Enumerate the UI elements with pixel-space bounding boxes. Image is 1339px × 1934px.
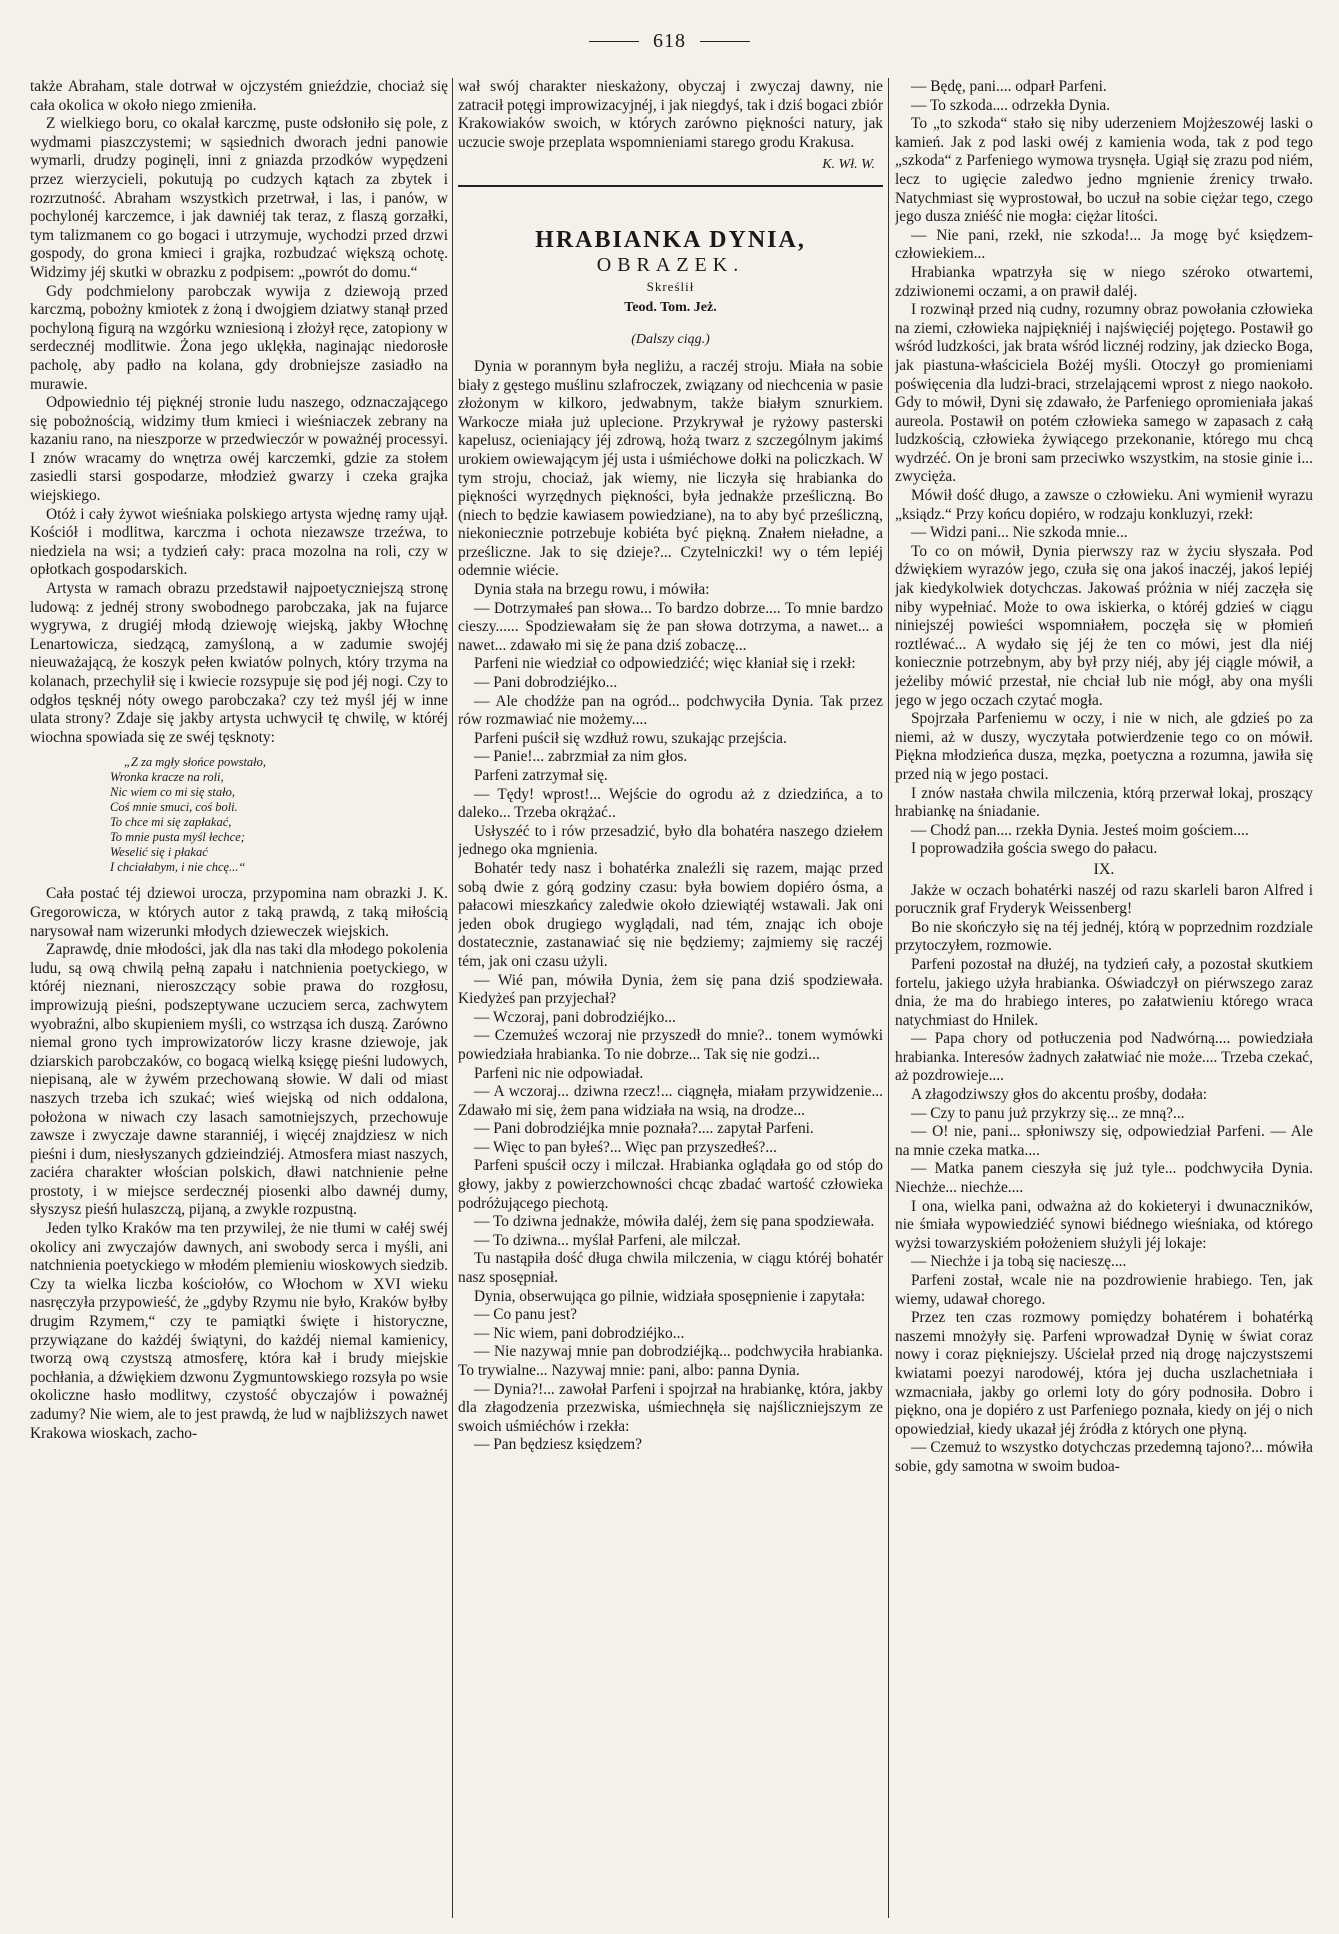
story-title: HRABIANKA DYNIA, bbox=[535, 226, 806, 253]
header-rule-right bbox=[700, 41, 750, 42]
byline-label: Skreślił bbox=[646, 279, 695, 295]
column-2 bbox=[458, 78, 883, 1918]
paragraph: Parfeni nic nie odpowiadał. bbox=[474, 1064, 644, 1082]
poem-line: „Z za mgły słońce powstało, bbox=[124, 755, 267, 770]
paragraph: — O! nie, pani... spłoniwszy się, odpowiedział Parfeni. — Ale na mnie czeka matka.... bbox=[895, 1123, 1313, 1159]
paragraph: Parfeni puścił się wzdłuż rowu, szukając przejścia. bbox=[474, 729, 787, 747]
paragraph: — Ale chodźże pan na ogród... podchwyciła Dynia. Tak przez rów rozmawiać nie możemy.... bbox=[458, 692, 883, 729]
paragraph: — Papa chory od potłuczenia pod Nadwórną.... powiedziała hrabianka. Interesów żadnych załatwiać nie może.... Trzeba czekać, aż pozdrowieje.... bbox=[895, 1030, 1313, 1085]
paragraph: — Więc to pan byłeś?... Więc pan przyszedłeś?... bbox=[474, 1138, 777, 1156]
paragraph: I poprowadziła gościa swego do pałacu. bbox=[911, 840, 1158, 858]
paragraph: Odpowiednio téj pięknéj stronie ludu naszego, odznaczającego się pobożnością, widzimy tłum kmieci i wieśniaczek zebrany na kazaniu rano, na nieszporze w przedwieczór w poważnéj processyi. I znów wracamy do wnętrza owéj karczemki, gdzie za stołem zasiedli starsi gospodarze, młodzież gwarzy i czeka grajka wiejskiego. bbox=[30, 394, 448, 505]
paragraph: Zaprawdę, dnie młodości, jak dla nas taki dla młodego pokolenia ludu, są ową chwilą pełną zapału i natchnienia poetyckiego, w któréj nieznani, nieroszczący sobie prawa do rozgłosu, improwizują pieśni, podszeptywane uczuciem serca, zachwytem wyobraźni, albo skupieniem myśli, co wstrząsa ich duszą. Zarówno niemal grono tych improwizatorów liczy krasne dziewoje, jak dziarskich parobczaków, co bogacą wielką księgę pieśni ludowych, niepisaną, ale w żywém przechowaną słowie. W dali od miast naszych trzeba ich szukać; wieś wiejską od nich oddalona, położona w niwach czy lasach samotniejszych, przechowuje zawsze i zwyczaje dawne staranniéj, i więcéj znajdziesz w nich pieśni i dum, niesłyszanych gdzieindziéj. Atmosfera miast naszych, zaciéra charakter włościan polskich, dławi natchnienie pełne prostoty, i w miejsce serdecznéj piosenki albo dawnéj dumy, słyszysz pieśń hulaszczą, pijaną, a zwykle rozpustną. bbox=[30, 941, 448, 1219]
paragraph: Parfeni zatrzymał się. bbox=[474, 767, 608, 784]
column-divider-right bbox=[888, 78, 889, 1918]
poem-line: To mnie pusta myśl łechce; bbox=[110, 830, 245, 845]
paragraph: Jakże w oczach bohatérki naszéj od razu skarleli baron Alfred i porucznik graf Fryderyk Weissenberg! bbox=[895, 881, 1313, 918]
paragraph: Dynia w porannym była negliżu, a raczéj stroju. Miała na sobie biały z gęstego muślinu szlafroczek, związany od niechcenia w pasie złożonym w kilkoro, jedwabnym, także białym sznurkiem. Warkocze miała już uplecione. Przykrywał je ryżowy pasterski kapelusz, ocieniający jéj zdrową, hożą twarz z szczególnym jakimś urokiem owiewającym jéj usta i uśmiéchowe dołki na policzkach. W tym stroju, chociaż, jak wiemy, nie liczyła się hrabianka do piękności wyrzędnych piękności, była jednakże prześliczną. Bo (niech to będzie kawiasem powiedziane), na to aby być prześliczną, niekoniecznie potrzebuje kobiéta być piękną. Znałem nieładne, a prześliczne. Jak to się dzieje?... Czytelniczki! wy o tém lepiéj odemnie wiécie. bbox=[458, 357, 883, 580]
column-3 bbox=[895, 78, 1313, 1918]
paragraph: — Tędy! wprost!... Wejście do ogrodu aż z dziedzińca, a to daleko... Trzeba okrążać.. bbox=[458, 785, 883, 822]
paragraph: — Nie pani, rzekł, nie szkoda!... Ja mogę być księdzem-człowiekiem... bbox=[895, 226, 1313, 263]
paragraph: — Niechże i ja tobą się nacieszę.... bbox=[911, 1253, 1127, 1271]
paragraph: — To szkoda.... odrzekła Dynia. bbox=[911, 96, 1111, 114]
paragraph: A złagodziwszy głos do akcentu prośby, dodała: bbox=[911, 1086, 1208, 1104]
paragraph: — Pan będziesz księdzem? bbox=[474, 1436, 642, 1454]
paragraph: Parfeni spuścił oczy i milczał. Hrabianka oglądała go od stóp do głowy, jakby z powierzchowności chcąc zbadać wartość człowieka podróżującego piechotą. bbox=[458, 1157, 883, 1212]
paragraph: — Czemużeś wczoraj nie przyszedł do mnie?.. tonem wymówki powiedziała hrabianka. To nie dobrze... Tak się nie godzi... bbox=[458, 1027, 883, 1063]
paragraph: Parfeni pozostał na dłużéj, na tydzień cały, a pozostał skutkiem fortelu, jakiego użyła hrabianka. Oświadczył on piérwszego zaraz dnia, że ma do hrabiego interes, po załatwieniu którego wraca natychmiast do Hnilek. bbox=[895, 955, 1313, 1029]
paragraph: — Będę, pani.... odparł Parfeni. bbox=[911, 78, 1107, 95]
paragraph: — Chodź pan.... rzekła Dynia. Jesteś moim gościem.... bbox=[911, 821, 1249, 839]
paragraph: — A wczoraj... dziwna rzecz!... ciągnęła, miałam przywidzenie... Zdawało mi się, żem pana widziała na wsią, na drodze... bbox=[458, 1083, 883, 1119]
paragraph: To co on mówił, Dynia pierwszy raz w życiu słyszała. Pod dźwiękiem wyrazów jego, czuła się ona jakoś inaczéj, jakoś lepiéj jak kiedykolwiek dotychczas. Jakowaś próżnia w niéj zaczęła się niby wypełniać. Może to owa iskierka, o któréj gdzieś w ciągu niniejszéj powieści wspomniałem, poczęła się w płomień roztléwać... A wydało się jéj że ten co mówi, jest dla niéj koniecznie potrzebnym, aby był przy niéj, aby jéj ciągle mówił, a jeżeliby mówić przestał, nie chciał lub nie mógł, aby ona myśli jego w jego oczach czytać mogła. bbox=[895, 542, 1313, 709]
poem-line: To chce mi się zapłakać, bbox=[110, 815, 232, 830]
paragraph: wał swój charakter nieskażony, obyczaj i zwyczaj dawny, nie zatracił potęgi improwizacyjnéj, i jak niegdyś, tak i dziś bogaci zbiór Krakowiaków swoich, w których zarówno piękności natury, jak uczucie swoje przeplata wspomnieniami starego grodu Krakusa. bbox=[458, 78, 883, 151]
paragraph: — Nie nazywaj mnie pan dobrodziéjką... podchwyciła hrabianka. To trywialne... Nazywaj mnie: pani, albo: panna Dynia. bbox=[458, 1343, 883, 1379]
paragraph: Dynia, obserwująca go pilnie, widziała sposępnienie i zapytała: bbox=[474, 1287, 866, 1305]
paragraph: — Co panu jest? bbox=[474, 1306, 578, 1324]
header-rule-left bbox=[589, 41, 639, 42]
poem-line: Wronka kracze na roli, bbox=[110, 770, 224, 785]
paragraph: Mówił dość długo, a zawsze o człowieku. Ani wymienił wyrazu „ksiądz.“ Przy końcu dopiéro, w rodzaju konkluzyi, rzekł: bbox=[895, 487, 1313, 523]
column-divider-left bbox=[452, 78, 453, 1918]
paragraph: Tu nastąpiła dość długa chwila milczenia, w ciągu któréj bohatér nasz sposępniał. bbox=[458, 1250, 883, 1287]
paragraph: — Pani dobrodziéjka mnie poznała?.... zapytał Parfeni. bbox=[474, 1120, 814, 1138]
paragraph: także Abraham, stale dotrwał w ojczystém gnieździe, chociaż się cała okolica w około niego zmieniła. bbox=[30, 78, 448, 114]
paragraph: Parfeni został, wcale nie na pozdrowienie hrabiego. Ten, jak wiemy, udawał chorego. bbox=[895, 1272, 1313, 1308]
paragraph: — Panie!... zabrzmiał za nim głos. bbox=[474, 748, 688, 766]
story-subtitle: OBRAZEK. bbox=[596, 253, 745, 276]
paragraph: Usłyszéć to i rów przesadzić, było dla bohatéra naszego dziełem jednego oka mgnienia. bbox=[458, 822, 883, 859]
chapter-number: IX. bbox=[1093, 860, 1115, 878]
poem-line: I chciałabym, i nie chcę...“ bbox=[110, 860, 246, 875]
paragraph: Cała postać téj dziewoi urocza, przypomina nam obrazki J. K. Gregorowicza, w których autor z taką prawdą, z taką miłością narysował nam wizerunki młodych dzieweczek wiejskich. bbox=[30, 885, 448, 940]
paragraph: Hrabianka wpatrzyła się w niego széroko otwartemi, zdziwionemi oczami, a on prawił daléj. bbox=[895, 263, 1313, 300]
section-rule bbox=[458, 185, 883, 187]
paragraph: Dynia stała na brzegu rowu, i mówiła: bbox=[474, 581, 710, 599]
paragraph: I znów nastała chwila milczenia, którą przerwał lokaj, proszący hrabiankę na śniadanie. bbox=[895, 784, 1313, 821]
continued-note: (Dalszy ciąg.) bbox=[631, 332, 710, 348]
paragraph: — Nic wiem, pani dobrodziéjko... bbox=[474, 1324, 685, 1342]
page-number: 618 bbox=[653, 30, 686, 52]
paragraph: — Dynia?!... zawołał Parfeni i spojrzał na hrabiankę, która, jakby dla złagodzenia przezwiska, uśmiechnęła się najśliczniejszym ze swoich uśmiéchów i rzekła: bbox=[458, 1380, 883, 1435]
page-header bbox=[0, 30, 1339, 60]
poem-line: Coś mnie smuci, coś boli. bbox=[110, 800, 238, 815]
paragraph: Gdy podchmielony parobczak wywija z dziewoją przed karczmą, pobożny kmiotek z żoną i dwojgiem dziatwy stanął przed pochyloną figurą na wzgórku wzniesioną i złożył ręce, zatopiony w serdecznéj modlitwie. Żona jego uklękła, naginając niedorosłe pacholę, aby padło na kolana, gdy drobniejsze zasiadło na murawie. bbox=[30, 282, 448, 393]
column-1 bbox=[30, 78, 448, 1918]
paragraph: — Czemuż to wszystko dotychczas przedemną tajono?... mówiła sobie, gdy samotna w swoim budoa- bbox=[895, 1439, 1313, 1475]
paragraph: Bo nie skończyło się na téj jednéj, którą w poprzednim rozdziale przytoczyłem, rozmowie. bbox=[895, 918, 1313, 955]
story-author: Teod. Tom. Jeż. bbox=[624, 299, 717, 315]
paragraph: — Wczoraj, pani dobrodziéjko... bbox=[474, 1008, 676, 1026]
paragraph: Spojrzała Parfeniemu w oczy, i nie w nich, ale gdzieś po za niemi, aż w duszy, wyczytała potwierdzenie tego co on mówił. Piękna młodzieńca dusza, męzka, poetyczna a rozumna, jawiła się przed nią w jego postaci. bbox=[895, 710, 1313, 783]
paragraph: — Matka panem cieszyła się już tyle... podchwyciła Dynia. Niechże... niechże.... bbox=[895, 1160, 1313, 1197]
article-signature: K. Wł. W. bbox=[822, 157, 875, 173]
poem bbox=[110, 755, 448, 875]
paragraph: — Wié pan, mówiła Dynia, żem się pana dziś spodziewała. Kiedyżeś pan przyjechał? bbox=[458, 971, 883, 1008]
paragraph: I rozwinął przed nią cudny, rozumny obraz powołania człowieka na ziemi, człowieka najpiękniéj i najświęciéj pojętego. Postawił go wśród ludzkości, jak brata wśród licznéj rodziny, jak dziecko Boga, jak piastuna-właściciela Bożéj myśli. Otoczył go promieniami poświęcenia dla ludzi-braci, strzelającemi wprost z niego naokoło. Gdy to mówił, Dyni się zdawało, że Parfeniego opromieniała jakaś aureola. Postawił on potém człowieka samego w zapasach z całą ludzkością, człowieka żywiącego przekonanie, którego mu chcą wydrzéć. On je broni sam przeciwko wszystkim, na stosie ginie i... zwycięża. bbox=[895, 301, 1313, 486]
paragraph: Parfeni nie wiedział co odpowiedzićć; więc kłaniał się i rzekł: bbox=[474, 655, 856, 673]
paragraph: Przez ten czas rozmowy pomiędzy bohatérem i bohatérką naszemi mnożyły się. Parfeni wprowadzał Dynię w świat coraz nowy i coraz piękniejszy. Uścielał przed nią drogę najczystszemi kwiatami poezyi narodowéj, która jej ducha uszlachetniała i wzmacniała, jakby go orlemi loty do góry podnosiła. Dobro i piękno, ona je dopiéro z ust Parfeniego poznała, kiedy on jéj o nich opowiedział, kiedy ukazał jéj źródła z których one płyną. bbox=[895, 1309, 1313, 1438]
paragraph: Otóż i cały żywot wieśniaka polskiego artysta wjednę ramy ujął. Kościół i modlitwa, karczma i ochota niezawsze trzeźwa, to niedziela na wsi; a tydzień cały: praca mozolna na roli, czy w opłotkach gospodarskich. bbox=[30, 505, 448, 579]
paragraph: — Widzi pani... Nie szkoda mnie... bbox=[911, 524, 1128, 542]
paragraph: — Dotrzymałeś pan słowa... To bardzo dobrze.... To mnie bardzo cieszy...... Spodziewałam się że pan słowa dotrzyma, a nawet... a nawet... zdawało mi się że pana dziś zobaczę... bbox=[458, 599, 883, 654]
paragraph: To „to szkoda“ stało się niby uderzeniem Mojżeszowéj laski o kamień. Jak z pod laski owéj z kamienia woda, tak z pod tego „szkoda“ z Parfeniego wymowa trysnęła. Ugiął się zrazu pod niém, lecz to ugięcie zaledwo jedno mgnienie źrenicy trwało. Natychmiast się wyprostował, bo uczuł na sobie ciężar tego, czego jego dusza zniéść nie mogła: ciężar litości. bbox=[895, 115, 1313, 226]
poem-line: Weselić się i płakać bbox=[110, 845, 208, 860]
paragraph: Jeden tylko Kraków ma ten przywilej, że nie tłumi w całéj swéj okolicy ani zwyczajów dawnych, ani swobody serca i myśli, ani natchnienia poetyckiego w młodém plemieniu wioskowych siedzib. Czy ta wielka liczba kościołów, co Włochom w XVI wieku nasręczyła przypowieść, że „gdyby Rzymu nie było, Kraków byłby drugim Rzymem,“ czy te pamiątki święte i historyczne, przywiązane do każdéj świątyni, do każdéj niemal kamienicy, tworzą ową czystszą atmosferę, która kał i brudy miejskie pochłania, a dźwiękiem dzwonu Zygmuntowskiego rozsyła po wsie okoliczne hasło modlitwy, czystość obyczajów i poważnéj zadumy? Nie wiem, ale to jest prawdą, że lud w najbliższych nawet Krakowa wioskach, zacho- bbox=[30, 1220, 448, 1442]
paragraph: Artysta w ramach obrazu przedstawił najpoetyczniejszą stronę ludową: z jednéj strony swobodnego parobczaka, jak na fujarce wygrywa, z drugiéj młodą dziewoję wiejską, jakby Włochnę Lenartowicza, siedzącą, zamyśloną, a w zadumie swojéj nieuważającą, że koszyk pełen kwiatów polnych, który trzyma na kolanach, przechylił się i kwiecie rozsypuje się pod jéj nogi. Czy to odgłos tęsknéj nóty owego parobczaka? czy też myśl jéj w inne ulata strony? Zdaje się jakby artysta uchwycił tę chwilę, w któréj wiochna spowiada się ze swéj tęsknoty: bbox=[30, 580, 448, 746]
paragraph: — To dziwna... myślał Parfeni, ale milczał. bbox=[474, 1231, 741, 1249]
paragraph: — Czy to panu już przykrzy się... ze mną?... bbox=[911, 1104, 1185, 1122]
poem-line: Nic wiem co mi się stało, bbox=[110, 785, 235, 800]
paragraph: — Pani dobrodziéjko... bbox=[474, 674, 618, 692]
paragraph: Bohatér tedy nasz i bohatérka znaleźli się razem, mając przed sobą dwie z górą godziny czasu: była bowiem dopiéro ósma, a pałacowi mieszkańcy zaledwie około dziewiątéj wstawali. Jak oni jeden obok drugiego wyglądali, nad tém, znając ich oboje dostatecznie, zastanawiać się nie będziemy; zajmiemy się raczéj tém, jak oni czasu użyli. bbox=[458, 859, 883, 970]
paragraph: I ona, wielka pani, odważna aż do kokieteryi i dwunaczników, nie śmiała wypowiedziéć synowi biédnego wieśniaka, od którego wyżsi towarzyskiém położeniem służyli jéj lokaje: bbox=[895, 1197, 1313, 1252]
paragraph: Z wielkiego boru, co okalał karczmę, puste odsłoniło się pole, z wydmami piaszczystemi; w sąsiednich dworach jedni panowie wymarli, drudzy poginęli, inni z gniazda przodków wypędzeni przez wierzycieli, pokutują po cudzych kątach za zbytek i rozrzutność. Abraham wszystkich przetrwał, i las, i panów, w pochylonéj karczemce, i jak dawniéj tak teraz, z flaszą gorzałki, tym talizmanem co go bogaci i utrzymuje, wychodzi przed drzwi gospody, do grona kmieci i grajka, rozbudzać większą ochotę. Widzimy jéj skutki w obrazku z podpisem: „powrót do domu.“ bbox=[30, 115, 448, 281]
paragraph: — To dziwna jednakże, mówiła daléj, żem się pana spodziewała. bbox=[474, 1213, 875, 1231]
